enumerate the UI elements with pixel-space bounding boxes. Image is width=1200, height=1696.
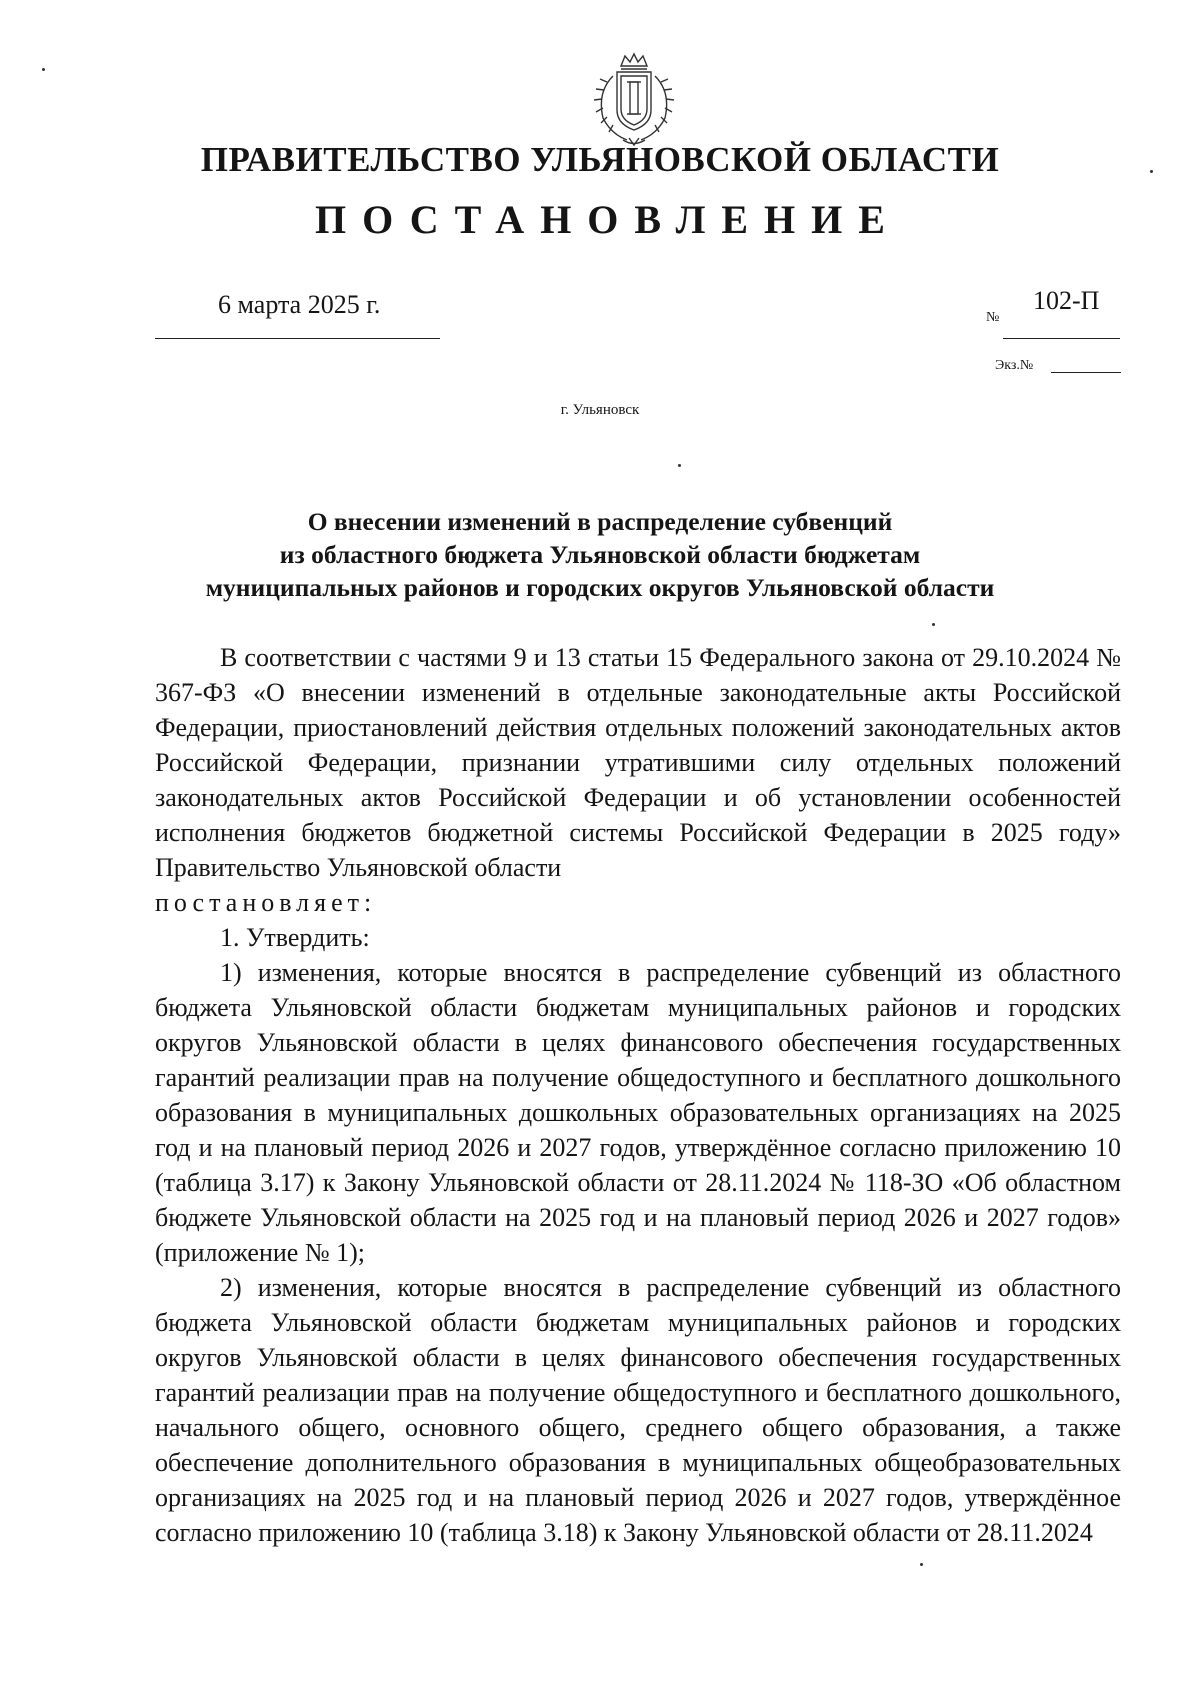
document-body xyxy=(155,640,1121,1550)
subitem-1: 1) изменения, которые вносятся в распределение субвенций из областного бюджета Ульяновской области бюджетам муниципальных районов и городских округов Ульяновской области в целях финансового обеспечения государственных гарантий реализации прав на получение общедоступного и бесплатного дошкольного образования в муниципальных дошкольных образовательных организациях на 2025 год и на плановый период 2026 и 2027 годов, утверждённое согласно приложению 10 (таблица 3.17) к Закону Ульяновской области от 28.11.2024 № 118-ЗО «Об областном бюджете Ульяновской области на 2025 год и на плановый период 2026 и 2027 годов» (приложение № 1); xyxy=(155,958,1121,1267)
item-1: 1. Утвердить: xyxy=(220,923,370,952)
title-line-1: О внесении изменений в распределение субвенций xyxy=(307,507,893,536)
scan-speck xyxy=(920,1563,923,1566)
document-title xyxy=(100,505,1100,604)
scan-speck xyxy=(932,623,935,626)
organization-name: ПРАВИТЕЛЬСТВО УЛЬЯНОВСКОЙ ОБЛАСТИ xyxy=(200,140,1000,179)
copy-number-label: Экз.№ xyxy=(995,358,1034,373)
scan-speck xyxy=(678,464,681,467)
number-label: № xyxy=(986,310,1000,325)
scan-speck xyxy=(1150,170,1153,173)
scan-speck xyxy=(42,68,45,71)
number-underline xyxy=(1003,338,1120,339)
document-number: 102-П xyxy=(1033,286,1100,315)
decree-word: постановляет: xyxy=(155,888,377,917)
preamble-paragraph: В соответствии с частями 9 и 13 статьи 15 Федерального закона от 29.10.2024 № 367-ФЗ «О внесении изменений в отдельные законодательные акты Российской Федерации, приостановлений действия отдельных положений законодательных актов Российской Федерации, признании утратившими силу отдельных положений законодательных актов Российской Федерации и об установлении особенностей исполнения бюджетов бюджетной системы Российской Федерации в 2025 году» Правительство Ульяновской области xyxy=(155,643,1121,882)
document-type: ПОСТАНОВЛЕНИЕ xyxy=(315,197,901,242)
copy-number-underline xyxy=(1051,372,1121,373)
city: г. Ульяновск xyxy=(560,402,640,418)
title-line-2: из областного бюджета Ульяновской области бюджетам xyxy=(279,540,921,569)
document-date: 6 марта 2025 г. xyxy=(218,290,381,319)
subitem-2: 2) изменения, которые вносятся в распределение субвенций из областного бюджета Ульяновской области бюджетам муниципальных районов и городских округов Ульяновской области в целях финансового обеспечения государственных гарантий реализации прав на получение общедоступного и бесплатного дошкольного, начального общего, основного общего, среднего общего образования, а также обеспечение дополнительного образования в муниципальных общеобразовательных организациях на 2025 год и на плановый период 2026 и 2027 годов, утверждённое согласно приложению 10 (таблица 3.18) к Закону Ульяновской области от 28.11.2024 xyxy=(155,1273,1121,1547)
title-line-3: муниципальных районов и городских округов Ульяновской области xyxy=(205,573,995,602)
coat-of-arms-emblem xyxy=(583,52,685,150)
date-underline xyxy=(155,338,440,339)
